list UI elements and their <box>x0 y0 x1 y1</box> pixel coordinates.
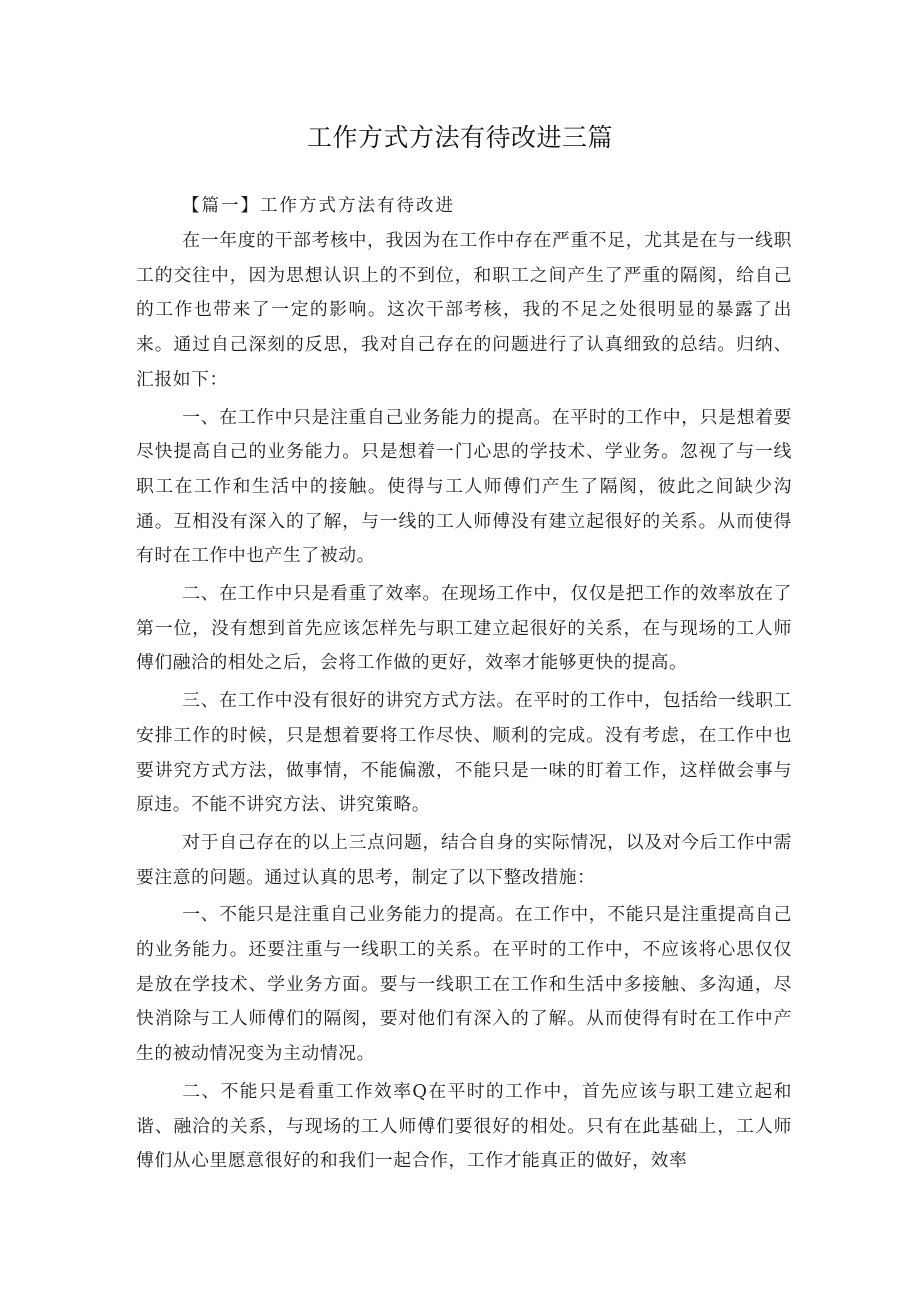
document-title: 工作方式方法有待改进三篇 <box>306 123 613 152</box>
paragraph: 二、在工作中只是看重了效率。在现场工作中，仅仅是把工作的效率放在了第一位，没有想到首先应该怎样先与职工建立起很好的关系，在与现场的工人师傅们融洽的相处之后，会将工作做的更好，效率才能够更快的提高。 <box>136 583 792 674</box>
paragraph: 对于自己存在的以上三点问题，结合自身的实际情况，以及对今后工作中需要注意的问题。通过认真的思考，制定了以下整改措施： <box>136 831 792 888</box>
paragraph: 三、在工作中没有很好的讲究方式方法。在平时的工作中，包括给一线职工安排工作的时候，只是想着要将工作尽快、顺利的完成。没有考虑，在工作中也要讲究方式方法，做事情，不能偏激，不能只是一味的盯着工作，这样做会事与原违。不能不讲究方法、讲究策略。 <box>136 690 792 816</box>
paragraph: 一、在工作中只是注重自己业务能力的提高。在平时的工作中，只是想着要尽快提高自己的业务能力。只是想着一门心思的学技术、学业务。忽视了与一线职工在工作和生活中的接触。使得与工人师傅们产生了隔阂，彼此之间缺少沟通。互相没有深入的了解，与一线的工人师傅没有建立起很好的关系。从而使得有时在工作中也产生了被动。 <box>136 406 792 567</box>
paragraph: 在一年度的干部考核中，我因为在工作中存在严重不足，尤其是在与一线职工的交往中，因为思想认识上的不到位，和职工之间产生了严重的隔阂，给自己的工作也带来了一定的影响。这次干部考核，我的不足之处很明显的暴露了出来。通过自己深刻的反思，我对自己存在的问题进行了认真细致的总结。归纳、汇报如下： <box>136 230 792 390</box>
section-heading: 【篇一】工作方式方法有待改进 <box>182 196 455 216</box>
paragraph: 二、不能只是看重工作效率Q在平时的工作中，首先应该与职工建立起和谐、融洽的关系，与现场的工人师傅们要很好的相处。只有在此基础上，工人师傅们从心里愿意很好的和我们一起合作，工作才能真正的做好，效率 <box>136 1080 792 1172</box>
document-body <box>136 224 792 1182</box>
paragraph: 一、不能只是注重自己业务能力的提高。在工作中，不能只是注重提高自己的业务能力。还要注重与一线职工的关系。在平时的工作中，不应该将心思仅仅是放在学技术、学业务方面。要与一线职工在工作和生活中多接触、多沟通，尽快消除与工人师傅们的隔阂，要对他们有深入的了解。从而使得有时在工作中产生的被动情况变为主动情况。 <box>136 904 792 1065</box>
